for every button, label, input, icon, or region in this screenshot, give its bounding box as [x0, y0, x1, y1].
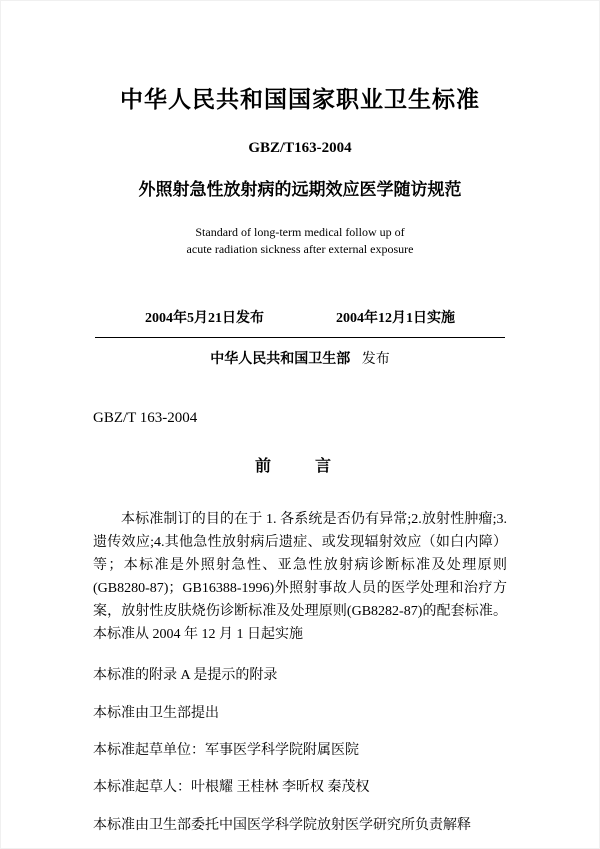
effective-date: 2004年12月1日实施 — [336, 310, 455, 326]
doc-number-left: GBZ/T 163-2004 — [93, 409, 198, 426]
subtitle-english — [93, 224, 507, 259]
publisher-row — [93, 348, 507, 368]
subtitle-english-line1: Standard of long-term medical follow up of — [195, 225, 405, 239]
foreword-item-interpretation: 本标准由卫生部委托中国医学科学院放射医学研究所负责解释 — [93, 817, 471, 833]
subtitle-chinese: 外照射急性放射病的远期效应医学随访规范 — [138, 180, 462, 199]
horizontal-rule — [95, 337, 505, 338]
document-title: 中华人民共和国国家职业卫生标准 — [120, 87, 480, 112]
subtitle-english-line2: acute radiation sickness after external exposure — [186, 242, 414, 257]
foreword-item-proposed-by: 本标准由卫生部提出 — [93, 705, 219, 721]
foreword-title: 前 言 — [254, 457, 345, 475]
foreword-paragraph: 本标准制订的目的在于 1. 各系统是否仍有异常;2.放射性肿瘤;3.遗传效应;4.其他急性放射病后遗症、或发现辐射效应（如白内障）等；本标准是外照射急性、亚急性放射病诊断标准及处理原则(GB8280-87)；GB16388-1996)外照射事故人员的医学处理和治疗方案，放射性皮肤烧伤诊断标准及处理原则(GB8282-87)的配套标准。本标准从 2004 年 12 月 1 日起实施 — [93, 511, 507, 643]
publisher-name: 中华人民共和国卫生部 — [210, 351, 351, 367]
foreword-item-appendix: 本标准的附录 A 是提示的附录 — [93, 668, 278, 684]
standard-number: GBZ/T163-2004 — [248, 140, 352, 156]
dates-row — [93, 307, 507, 327]
foreword-item-drafters: 本标准起草人：叶根耀 王桂林 李昕权 秦茂权 — [93, 780, 370, 796]
issued-date: 2004年5月21日发布 — [145, 310, 264, 326]
foreword-item-drafting-unit: 本标准起草单位：军事医学科学院附属医院 — [93, 742, 359, 758]
publisher-suffix: 发布 — [361, 351, 390, 367]
